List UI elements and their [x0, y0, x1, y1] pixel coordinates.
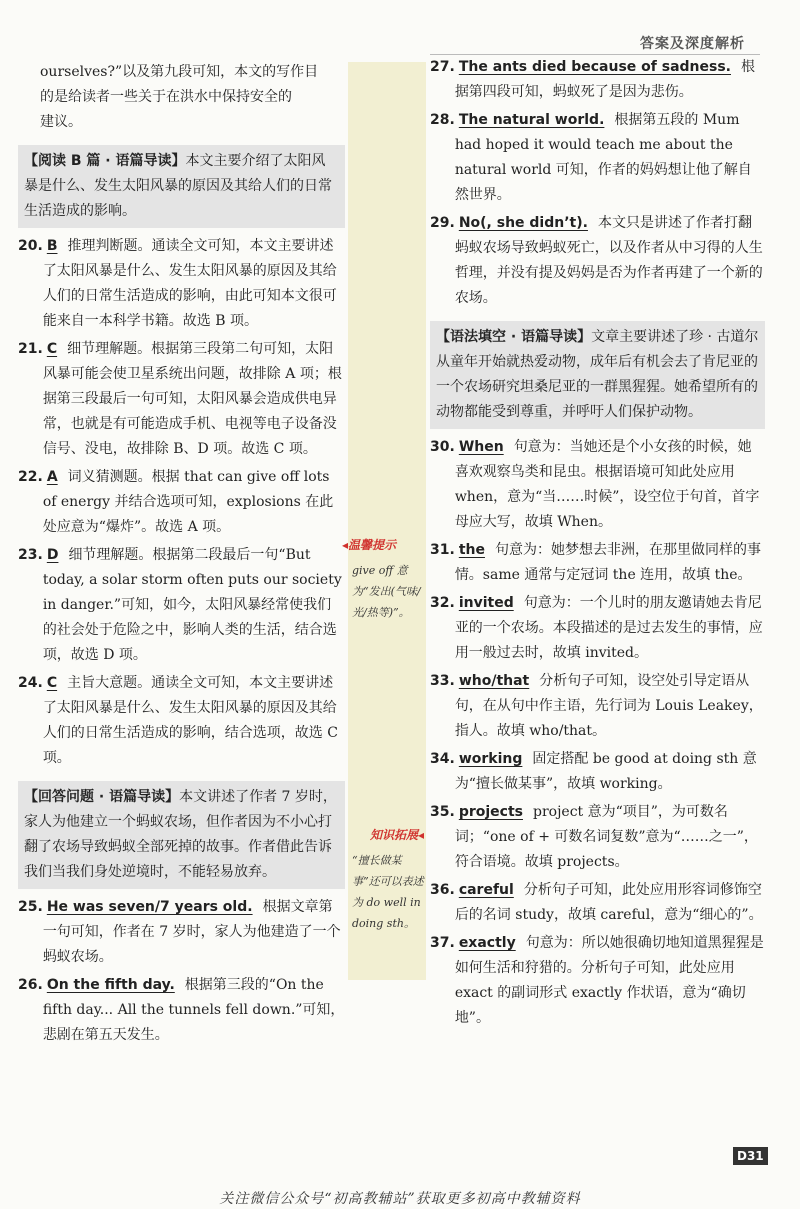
page-number: D31 [733, 1147, 768, 1165]
item-explanation: 根据第四段可知，蚂蚁死了是因为悲伤。 [454, 59, 755, 100]
item-number: 28. [430, 112, 455, 128]
intro-line: 建议。 [40, 114, 82, 130]
item-answer: No(, she didn’t). [458, 215, 588, 231]
item-number: 27. [430, 59, 455, 75]
item-number: 29. [430, 215, 455, 231]
item-answer: When [458, 439, 504, 455]
item-answer: careful [458, 882, 514, 898]
item-explanation: 细节理解题。根据第三段第二句可知，太阳风暴可能会使卫星系统出问题，故排除 A 项；根据第三段最后一句可知，太阳风暴会造成供电异常，也就是有可能造成手机、电视等电子设备没信号、没电，故排除 B、D 项。故选 C 项。 [42, 341, 342, 457]
item-explanation: project 意为“项目”，为可数名词；“one of + 可数名词复数”意为“……之一”，符合语境。故填 projects。 [454, 804, 758, 870]
item-explanation: 本文只是讲述了作者打翻蚂蚁农场导致蚂蚁死亡，以及作者从中习得的人生哲理，并没有提及妈妈是否为作者再建了一个新的农场。 [454, 215, 763, 306]
item-number: 20. [18, 238, 43, 254]
item-answer: B [46, 238, 58, 254]
item-explanation: 细节理解题。根据第二段最后一句“But today, a solar storm often puts our society in danger.”可知，如今，太阳风暴经常使我们的社会处于危险之中，影响人类的生活，结合选项，故选 D 项。 [42, 547, 342, 663]
answer-item [18, 895, 345, 970]
item-explanation: 根据第五段的 Mum had hoped it would teach me about the natural world 可知，作者的妈妈想让他了解自然世界。 [454, 112, 752, 203]
item-explanation: 分析句子可知，设空处引导定语从句，在从句中作主语，先行词为 Louis Leakey，指人。故填 who/that。 [454, 673, 763, 739]
answer-item [18, 973, 345, 1048]
item-explanation: 固定搭配 be good at doing sth 意为“擅长做某事”，故填 working。 [454, 751, 757, 792]
item-explanation: 主旨大意题。通读全文可知，本文主要讲述了太阳风暴是什么、发生太阳风暴的原因及其给人们的日常生活造成的影响，结合选项，故选 C 项。 [42, 675, 338, 766]
item-number: 35. [430, 804, 455, 820]
answer-item [430, 800, 765, 875]
item-number: 24. [18, 675, 43, 691]
item-number: 32. [430, 595, 455, 611]
guide-text: 本文讲述了作者 7 岁时，家人为他建立一个蚂蚁农场，但作者因为不小心打翻了农场导致蚂蚁全部死掉的故事。作者借此告诉我们当我们身处逆境时，不能轻易放弃。 [24, 789, 337, 880]
answer-item [430, 55, 765, 105]
guide-box-reading-b [18, 145, 345, 228]
item-number: 34. [430, 751, 455, 767]
guide-text: 文章主要讲述了珍 · 古道尔从童年开始就热爱动物，成年后有机会去了肯尼亚的一个农场研究坦桑尼亚的一群黑猩猩。她希望所有的动物都能受到尊重，并呼吁人们保护动物。 [436, 329, 759, 420]
item-explanation: 句意为：一个儿时的朋友邀请她去肯尼亚的一个农场。本段描述的是过去发生的事情，应用一般过去时，故填 invited。 [454, 595, 763, 661]
answer-item [430, 878, 765, 928]
item-answer: projects [458, 804, 523, 820]
guide-box-grammar [430, 321, 765, 429]
arrow-left-icon: ◂ [418, 828, 425, 842]
item-number: 26. [18, 977, 43, 993]
item-answer: The ants died because of sadness. [458, 59, 731, 75]
item-explanation: 根据文章第一句可知，作者在 7 岁时，家人为他建造了一个蚂蚁农场。 [42, 899, 341, 965]
guide-tag: 【语法填空 · 语篇导读】 [436, 329, 592, 345]
item-answer: A [46, 469, 58, 485]
answer-item [18, 234, 345, 334]
item-answer: the [458, 542, 485, 558]
item-number: 25. [18, 899, 43, 915]
item-answer: C [46, 675, 58, 691]
arrow-left-icon: ◂ [342, 538, 349, 552]
guide-tag: 【回答问题 · 语篇导读】 [24, 789, 180, 805]
item-number: 23. [18, 547, 43, 563]
item-explanation: 句意为：当她还是个小女孩的时候，她喜欢观察鸟类和昆虫。根据语境可知此处应用 when，意为“当……时候”，设空位于句首，首字母应大写，故填 When。 [454, 439, 760, 530]
answer-item [430, 108, 765, 208]
footer-note: 关注微信公众号“初高教辅站”获取更多初高中教辅资料 [219, 1191, 581, 1207]
item-number: 36. [430, 882, 455, 898]
answer-item [18, 543, 345, 668]
item-answer: invited [458, 595, 514, 611]
item-answer: C [46, 341, 58, 357]
guide-tag: 【阅读 B 篇 · 语篇导读】 [24, 153, 186, 169]
answer-item [18, 465, 345, 540]
item-answer: who/that [458, 673, 530, 689]
answer-item [430, 931, 765, 1031]
intro-line: 的是给读者一些关于在洪水中保持安全的 [40, 89, 292, 105]
item-number: 30. [430, 439, 455, 455]
item-explanation: 句意为：所以她很确切地知道黑猩猩是如何生活和狩猎的。分析句子可知，此处应用 exact 的副词形式 exactly 作状语，意为“确切地”。 [454, 935, 764, 1026]
item-answer: He was seven/7 years old. [46, 899, 253, 915]
guide-box-qa [18, 781, 345, 889]
answer-item [430, 747, 765, 797]
item-number: 21. [18, 341, 43, 357]
item-answer: D [46, 547, 59, 563]
side-note-heading: 知识拓展◂ [370, 828, 425, 842]
left-column [18, 60, 345, 1048]
item-number: 33. [430, 673, 455, 689]
item-answer: On the fifth day. [46, 977, 175, 993]
item-explanation: 根据第三段的“On the fifth day... All the tunnels fell down.”可知，悲剧在第五天发生。 [42, 977, 345, 1043]
item-explanation: 推理判断题。通读全文可知，本文主要讲述了太阳风暴是什么、发生太阳风暴的原因及其给人们的日常生活造成的影响，由此可知本文很可能来自一本科学书籍。故选 B 项。 [42, 238, 337, 329]
item-number: 22. [18, 469, 43, 485]
answer-item [430, 435, 765, 535]
item-explanation: 词义猜测题。根据 that can give off lots of energy 并结合选项可知，explosions 在此处应意为“爆炸”。故选 A 项。 [42, 469, 334, 535]
item-explanation: 句意为：她梦想去非洲，在那里做同样的事情。same 通常与定冠词 the 连用，故填 the。 [454, 542, 761, 583]
item-answer: exactly [458, 935, 516, 951]
answer-item [430, 211, 765, 311]
item-answer: working [458, 751, 523, 767]
right-column [430, 52, 765, 1031]
answer-item [430, 591, 765, 666]
answer-item [18, 337, 345, 462]
answer-item [430, 669, 765, 744]
side-note-body: “擅长做某事”还可以表述为 do well in doing sth。 [352, 854, 424, 930]
side-note-heading: ◂温馨提示 [342, 538, 397, 552]
answer-item [430, 538, 765, 588]
item-answer: The natural world. [458, 112, 605, 128]
header-title: 答案及深度解析 [640, 36, 745, 52]
item-explanation: 分析句子可知，此处应用形容词修饰空后的名词 study，故填 careful，意为“细心的”。 [454, 882, 763, 923]
answer-item [18, 671, 345, 771]
intro-line: ourselves?”以及第九段可知，本文的写作目 [40, 64, 319, 80]
guide-text: 本文主要介绍了太阳风暴是什么、发生太阳风暴的原因及其给人们的日常生活造成的影响。 [24, 153, 332, 219]
item-number: 31. [430, 542, 455, 558]
side-note-body: give off 意为“发出(气味/光/热等)”。 [352, 564, 421, 619]
item-number: 37. [430, 935, 455, 951]
